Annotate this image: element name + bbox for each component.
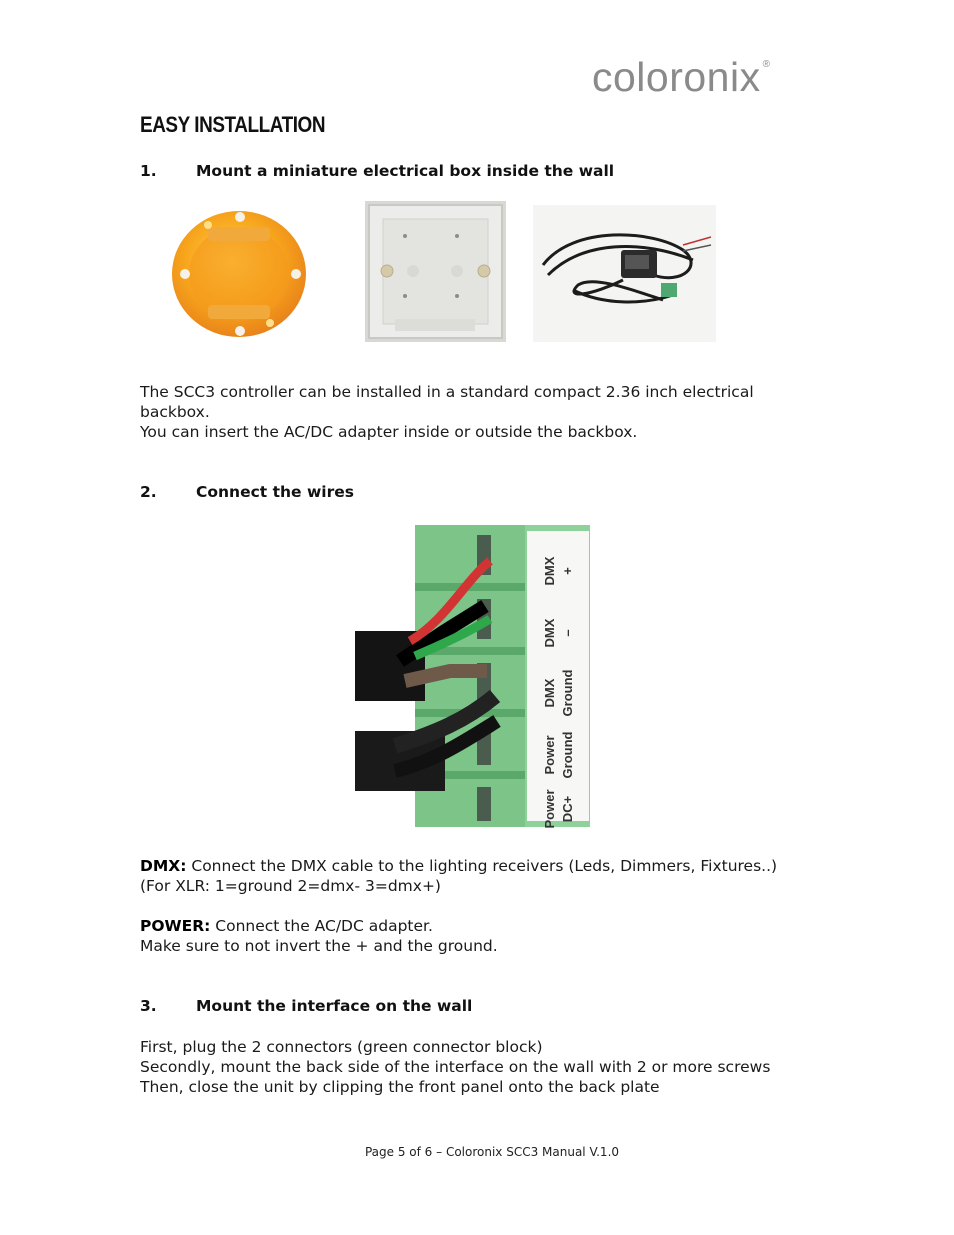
dmx-label: DMX: — [140, 857, 187, 875]
section-2-text — [140, 856, 820, 956]
mount-line-3: Then, close the unit by clipping the front panel onto the back plate — [140, 1078, 660, 1096]
step-3-heading — [140, 997, 472, 1015]
backbox-description: The SCC3 controller can be installed in a standard compact 2.36 inch electrical backbox. — [140, 383, 754, 421]
label-dmx-plus: DMX + — [542, 556, 575, 586]
xlr-pinout: (For XLR: 1=ground 2=dmx- 3=dmx+) — [140, 877, 441, 895]
label-power-dc: Power DC+ — [542, 789, 575, 829]
step-2-heading — [140, 483, 354, 501]
step-title: Mount a miniature electrical box inside the wall — [196, 162, 615, 180]
label-power-ground: Power Ground — [542, 731, 575, 779]
connector-block-image — [355, 521, 592, 829]
coloronix-logo — [592, 52, 814, 102]
step-number: 2. — [140, 483, 157, 501]
terminal-label-strip — [531, 531, 587, 829]
mount-line-1: First, plug the 2 connectors (green connector block) — [140, 1038, 543, 1056]
logo-text: coloronix — [592, 54, 761, 100]
registered-mark: ® — [762, 59, 771, 70]
dmx-instruction: DMX: Connect the DMX cable to the lighting receivers (Leds, Dimmers, Fixtures..) — [140, 857, 778, 875]
label-dmx-ground: DMX Ground — [542, 669, 575, 717]
adapter-note: You can insert the AC/DC adapter inside or outside the backbox. — [140, 423, 638, 441]
power-instruction: POWER: Connect the AC/DC adapter. — [140, 917, 433, 935]
step-title: Mount the interface on the wall — [196, 997, 473, 1015]
step-title: Connect the wires — [196, 483, 354, 501]
page-footer — [0, 1145, 954, 1159]
label-dmx-minus: DMX – — [542, 618, 575, 648]
page-title: EASY INSTALLATION — [140, 112, 326, 137]
power-label: POWER: — [140, 917, 211, 935]
ac-dc-adapter-image — [533, 205, 716, 342]
step-1-heading — [140, 162, 614, 180]
footer-text: Page 5 of 6 – Coloronix SCC3 Manual V.1.0 — [364, 1145, 620, 1159]
step-number: 1. — [140, 162, 157, 180]
mount-line-2: Secondly, mount the back side of the interface on the wall with 2 or more screws — [140, 1058, 771, 1076]
square-back-box-image — [365, 201, 506, 342]
polarity-note: Make sure to not invert the + and the ground. — [140, 937, 498, 955]
step-number: 3. — [140, 997, 157, 1015]
section-3-text — [140, 1037, 820, 1097]
section-1-text — [140, 382, 800, 442]
round-electrical-box-image — [168, 205, 310, 343]
